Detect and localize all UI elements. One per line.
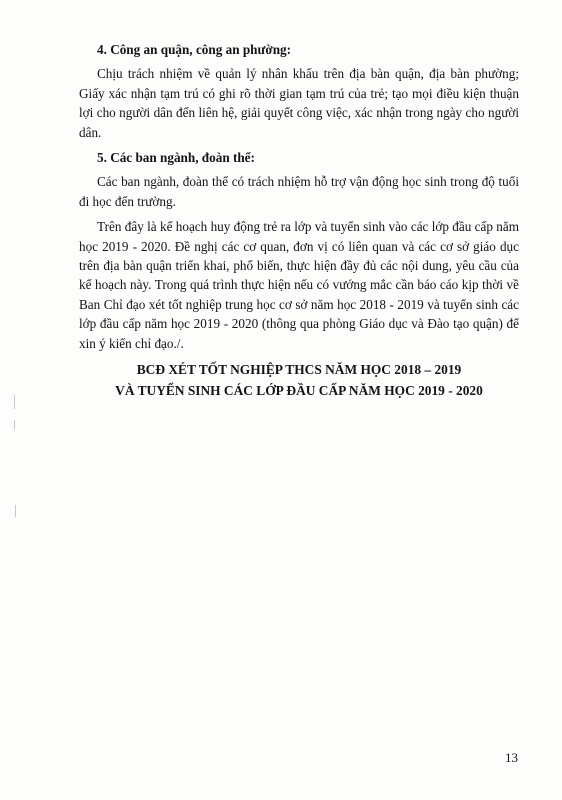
- scan-artifact: [15, 505, 16, 517]
- section-heading: 5. Các ban ngành, đoàn thể:: [97, 150, 255, 166]
- scan-artifact: [14, 420, 15, 430]
- section-cong-an: [79, 40, 519, 142]
- section-ban-nganh: [79, 148, 519, 353]
- signature-line-1: BCĐ XÉT TỐT NGHIỆP THCS NĂM HỌC 2018 – 2019: [136, 362, 462, 378]
- signature-line-2: VÀ TUYỂN SINH CÁC LỚP ĐẦU CẤP NĂM HỌC 2019 - 2020: [115, 383, 483, 399]
- section-paragraph: Chịu trách nhiệm về quản lý nhân khẩu trên địa bàn quận, địa bàn phường; Giấy xác nhận tạm trú có ghi rõ thời gian tạm trú của trẻ; tạo mọi điều kiện thuận lợi cho người dân đến liên hệ, giải quyết công việc, xác nhận trong ngày cho người dân.: [79, 66, 519, 140]
- document-body: [79, 40, 519, 401]
- page-number: 13: [505, 750, 518, 765]
- section-heading: 4. Công an quận, công an phường:: [97, 42, 292, 57]
- section-paragraph: Các ban ngành, đoàn thể có trách nhiệm hỗ trợ vận động học sinh trong độ tuổi đi học đến trường.: [79, 174, 519, 209]
- scan-artifact: [14, 395, 15, 409]
- signature-block: [79, 359, 519, 401]
- conclusion-paragraph: Trên đây là kế hoạch huy động trẻ ra lớp và tuyển sinh vào các lớp đầu cấp năm học 2019 - 2020. Đề nghị các cơ quan, đơn vị có liên quan và các cơ sở giáo dục trên địa bàn quận triển khai, phổ biến, thực hiện đầy đủ các nội dung, yêu cầu của kế hoạch này. Trong quá trình thực hiện nếu có vướng mắc cần báo cáo kịp thời về Ban Chỉ đạo xét tốt nghiệp trung học cơ sở năm học 2018 - 2019 và tuyển sinh các lớp đầu cấp năm học 2019 - 2020 (thông qua phòng Giáo dục và Đào tạo quận) để xin ý kiến chỉ đạo./.: [79, 219, 519, 351]
